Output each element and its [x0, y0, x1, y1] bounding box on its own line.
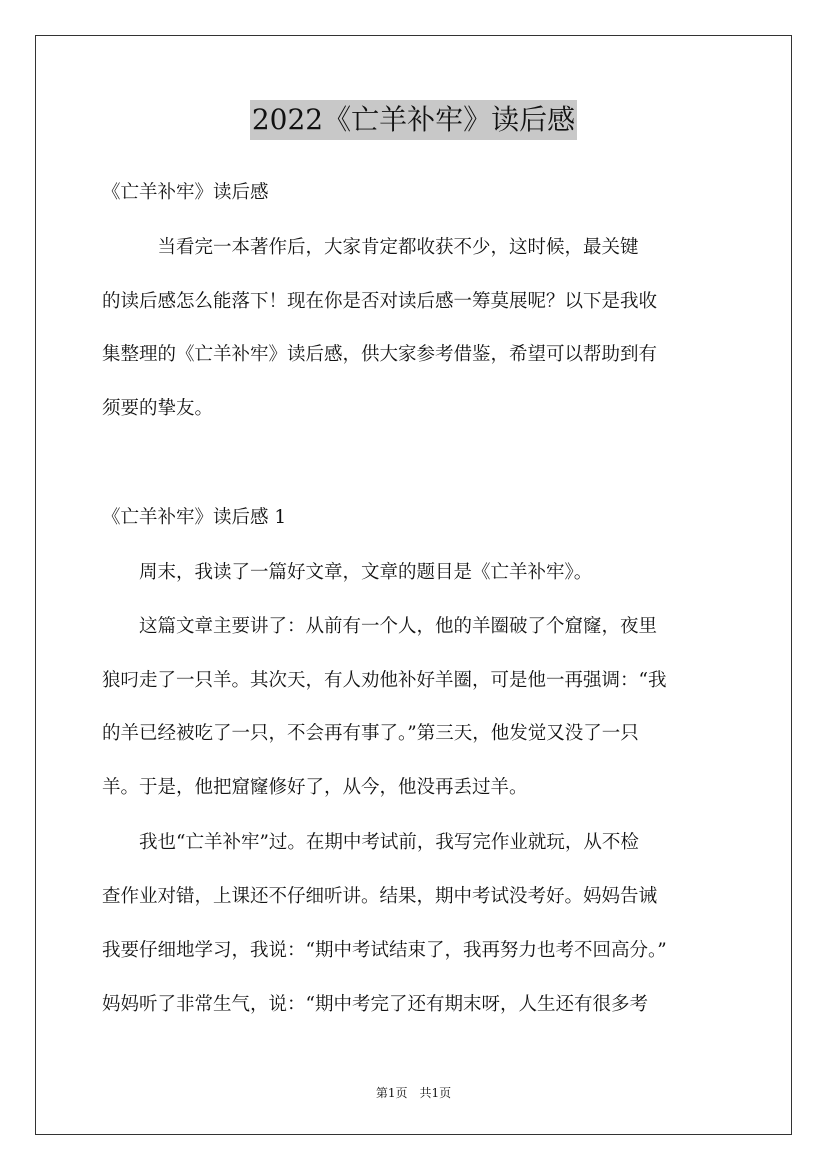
body-line: 的羊已经被吃了一只，不会再有事了。”第三天，他发觉又没了一只	[102, 723, 639, 744]
intro-line: 当看完一本著作后，大家肯定都收获不少，这时候，最关键	[102, 237, 639, 258]
body-line: 我也“亡羊补牢”过。在期中考试前，我写完作业就玩，从不检	[102, 832, 639, 853]
body-line: 查作业对错，上课还不仔细听讲。结果，期中考试没考好。妈妈告诫	[102, 886, 658, 907]
intro-line: 集整理的《亡羊补牢》读后感，供大家参考借鉴，希望可以帮助到有	[102, 344, 658, 365]
body-line: 妈妈听了非常生气，说：“期中考完了还有期末呀，人生还有很多考	[102, 994, 648, 1015]
body-line: 羊。于是，他把窟窿修好了，从今，他没再丢过羊。	[102, 777, 528, 798]
intro-line: 的读后感怎么能落下！现在你是否对读后感一筹莫展呢？以下是我收	[102, 291, 658, 312]
body-line: 我要仔细地学习，我说：“期中考试结束了，我再努力也考不回高分。”	[102, 940, 667, 961]
title-container	[0, 100, 827, 140]
body-line: 狼叼走了一只羊。其次天，有人劝他补好羊圈，可是他一再强调：“我	[102, 670, 667, 691]
body-line: 这篇文章主要讲了：从前有一个人，他的羊圈破了个窟窿，夜里	[102, 616, 658, 637]
body-line: 周末，我读了一篇好文章，文章的题目是《亡羊补牢》。	[102, 562, 593, 583]
intro-line: 须要的挚友。	[102, 398, 214, 419]
section-title: 《亡羊补牢》读后感 1	[102, 507, 287, 528]
page-number: 第1页 共1页	[375, 1086, 452, 1100]
subtitle: 《亡羊补牢》读后感	[102, 182, 269, 203]
document-title: 2022《亡羊补牢》读后感	[250, 100, 577, 140]
